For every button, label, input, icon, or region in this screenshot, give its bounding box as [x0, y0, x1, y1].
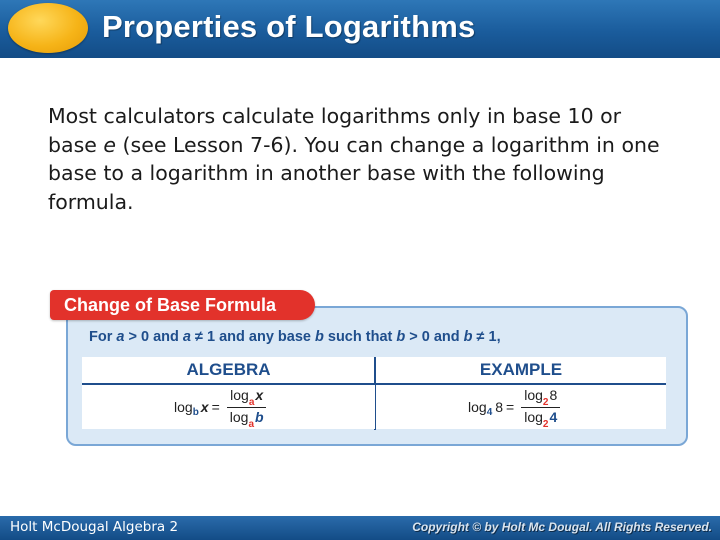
numerator — [227, 387, 266, 408]
condition-text: such that — [323, 329, 397, 345]
algebra-header: ALGEBRA — [82, 357, 375, 385]
footer-bar — [0, 516, 720, 540]
intro-paragraph — [48, 102, 668, 216]
log-text: log — [524, 386, 543, 403]
denominator — [227, 408, 267, 428]
formula-tag — [50, 290, 315, 320]
equals-sign: = — [211, 399, 220, 415]
log-text: log — [230, 386, 249, 403]
algebra-formula — [174, 385, 267, 429]
argument: 4 — [549, 408, 558, 425]
condition-var: b — [396, 329, 406, 345]
argument: 8 — [495, 399, 504, 415]
base-subscript: b — [192, 406, 199, 418]
fraction — [521, 387, 560, 428]
title-decoration-oval — [8, 3, 88, 53]
footer-copyright: Copyright © by Holt Mc Dougal. All Rights Reserved. — [412, 520, 712, 534]
base-subscript: 2 — [542, 396, 549, 408]
formula-condition — [89, 329, 501, 345]
condition-var: b — [315, 329, 324, 345]
algebra-cell — [82, 385, 375, 429]
equals-sign: = — [506, 399, 515, 415]
intro-italic-e: e — [103, 132, 117, 157]
log-text: log — [468, 399, 487, 415]
argument: b — [255, 408, 264, 425]
condition-text: ≠ 1 and any base — [190, 329, 315, 345]
base-subscript: a — [248, 396, 255, 408]
example-formula — [468, 385, 560, 429]
base-subscript: 2 — [542, 418, 549, 430]
condition-var: b — [463, 329, 473, 345]
numerator — [521, 387, 560, 408]
log-text: log — [174, 399, 193, 415]
condition-var: a — [116, 329, 125, 345]
intro-text-2: (see Lesson 7-6). You can change a logarithm in one base to a logarithm in another base with the following formula. — [48, 132, 660, 214]
intro-text-1: Most calculators calculate logarithms only in base 10 or base — [48, 104, 622, 157]
log-text: log — [229, 408, 249, 425]
example-header: EXAMPLE — [376, 357, 666, 385]
condition-text: > 0 and — [405, 329, 464, 345]
fraction — [227, 387, 267, 428]
condition-text: For — [89, 329, 117, 345]
formula-tag-label: Change of Base Formula — [64, 295, 277, 315]
condition-text: > 0 and — [124, 329, 183, 345]
title-bar — [0, 0, 720, 58]
condition-var: a — [182, 329, 191, 345]
base-subscript: 4 — [486, 406, 493, 418]
condition-text: ≠ 1, — [472, 329, 501, 345]
argument: 8 — [549, 386, 558, 403]
footer-book-title: Holt McDougal Algebra 2 — [10, 519, 179, 535]
slide-title: Properties of Logarithms — [102, 9, 476, 44]
base-subscript: a — [248, 418, 255, 430]
example-cell — [376, 385, 666, 429]
denominator — [521, 408, 560, 428]
argument: x — [255, 386, 264, 403]
argument: x — [200, 399, 209, 415]
log-text: log — [524, 408, 543, 425]
